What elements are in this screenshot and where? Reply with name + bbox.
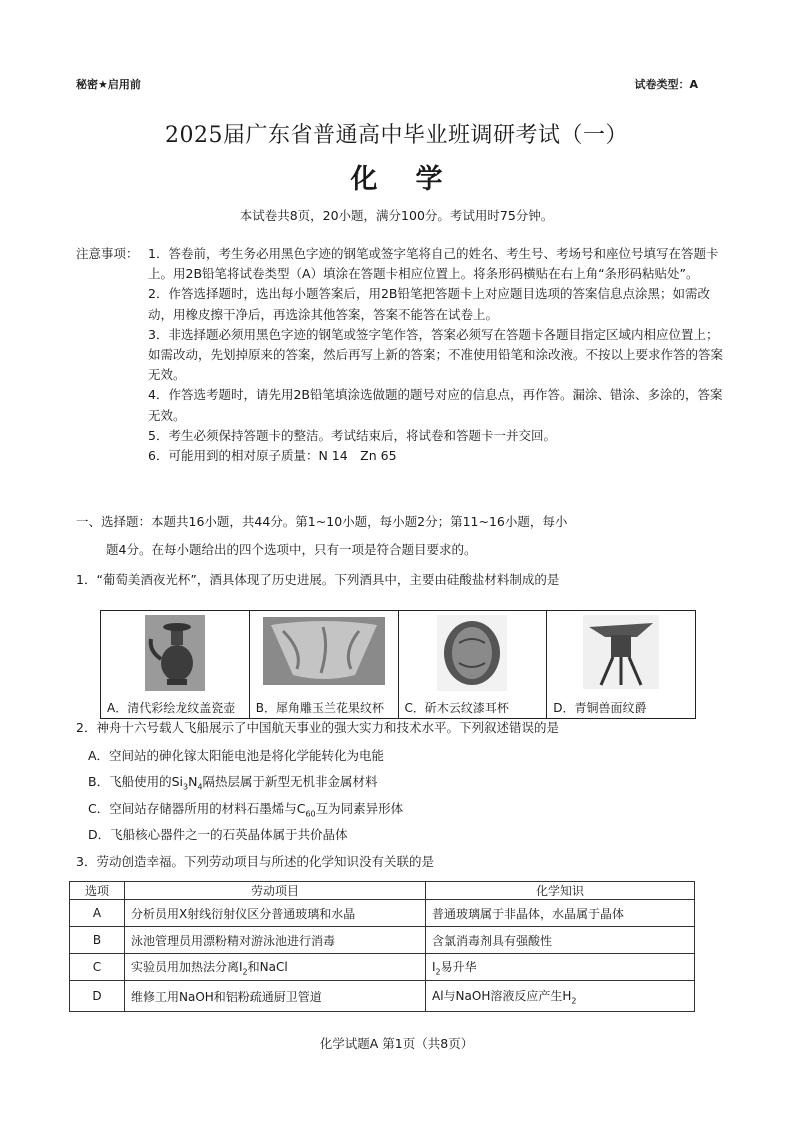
notice-item: 5．考生必须保持答题卡的整洁。考试结束后，将试卷和答题卡一并交回。 [148,427,556,443]
exam-title: 2025届广东省普通高中毕业班调研考试（一） [165,123,628,148]
exam-note: 本试卷共8页，20小题，满分100分。考试用时75分钟。 [239,208,554,223]
option-a-caption: A．清代彩绘龙纹盖瓷壶 [107,701,236,715]
question-2-stem: 2．神舟十六号载人飞船展示了中国航天事业的强大实力和技术水平。下列叙述错误的是 [76,720,559,735]
bronze-jue-image [583,615,659,689]
notice-label: 注意事项： [76,246,139,261]
question-2-option-b: B．飞船使用的$Si_3N_4$隔热层属于新型无机非金属材料 [88,774,378,792]
option-c-cell [398,611,547,719]
question-3-table [69,881,695,1012]
table-header-row [70,882,695,900]
secrecy-label: 秘密★启用前 [76,78,141,91]
question-1-image-table [100,610,696,719]
table-row: B 泳池管理员用漂粉精对游泳池进行消毒 含氯消毒剂具有强酸性 [70,927,695,954]
header-option: 选项 [70,882,125,900]
subject-title: 化学 [350,164,481,195]
question-2-option-a: A．空间站的砷化镓太阳能电池是将化学能转化为电能 [88,748,385,763]
question-3-stem: 3．劳动创造幸福。下列劳动项目与所述的化学知识没有关联的是 [76,854,434,869]
option-a-cell [101,611,250,719]
rhino-horn-cup-image [263,617,385,685]
question-2-option-d: D．飞船核心器件之一的石英晶体属于共价晶体 [88,827,348,842]
section-line: 一、选择题：本题共16小题，共44分。第1~10小题，每小题2分；第11~16小题，每小 [76,514,568,529]
option-c-caption: C．斫木云纹漆耳杯 [404,701,509,715]
question-1-stem: 1．“葡萄美酒夜光杯”，酒具体现了历史进展。下列酒具中，主要由硅酸盐材料制成的是 [76,572,560,587]
header-knowledge: 化学知识 [426,882,695,900]
table-row: D 维修工用NaOH和铝粉疏通厨卫管道 Al与NaOH溶液反应产生$H_2$ [70,981,695,1012]
header-labor: 劳动项目 [125,882,426,900]
paper-type-label: 试卷类型：A [634,78,698,91]
page-footer: 化学试题A 第1页（共8页） [319,1036,474,1051]
option-b-cell [249,611,398,719]
porcelain-teapot-image [145,615,205,691]
notice-item: 1．答卷前，考生务必用黑色字迹的钢笔或签字笔将自己的姓名、考生号、考场号和座位号填写在答题卡上。用2B铅笔将试卷类型（A）填涂在答题卡相应位置上。将条形码横贴在右上角“条形码粘贴处”。 [148,246,719,282]
option-b-caption: B．犀角雕玉兰花果纹杯 [255,701,384,715]
option-d-caption: D．青铜兽面纹爵 [553,701,647,715]
table-row: A 分析员用X射线衍射仪区分普通玻璃和水晶 普通玻璃属于非晶体，水晶属于晶体 [70,900,695,927]
section-line: 题4分。在每小题给出的四个选项中，只有一项是符合题目要求的。 [106,542,477,557]
notice-item: 3．非选择题必须用黑色字迹的钢笔或签字笔作答，答案必须写在答题卡各题目指定区域内相应位置上；如需改动，先划掉原来的答案，然后再写上新的答案；不准使用铅笔和涂改液。不按以上要求作答的答案无效。 [148,326,724,383]
question-2-option-c: C．空间站存储器所用的材料石墨烯与$C_{60}$互为同素异形体 [88,801,404,819]
notice-item: 4．作答选考题时，请先用2B铅笔填涂选做题的题号对应的信息点，再作答。漏涂、错涂、多涂的，答案无效。 [148,387,723,423]
lacquer-ear-cup-image [437,615,507,691]
notice-list [148,244,723,466]
option-d-cell [547,611,696,719]
notice-item: 2．作答选择题时，选出每小题答案后，用2B铅笔把答题卡上对应题目选项的答案信息点涂黑；如需改动，用橡皮擦干净后，再选涂其他答案，答案不能答在试卷上。 [148,286,710,322]
section-heading [76,508,716,564]
table-row: C 实验员用加热法分离$I_2$和NaCl $I_2$易升华 [70,954,695,981]
notice-item: 6．可能用到的相对原子质量：N 14 Zn 65 [148,448,397,464]
